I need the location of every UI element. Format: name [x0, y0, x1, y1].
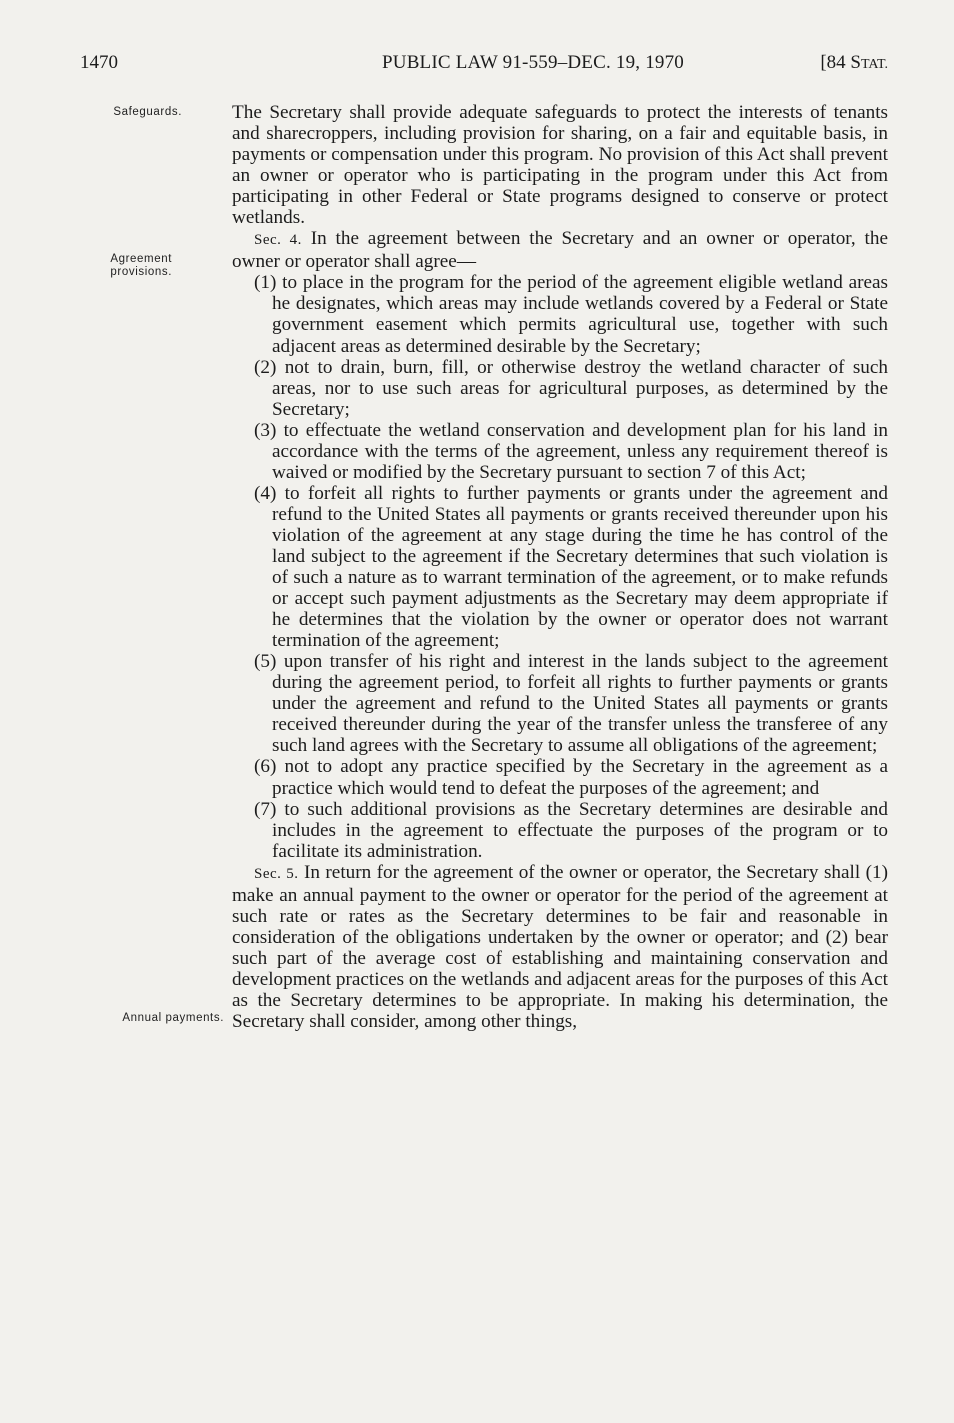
agreement-item-5: (5) upon transfer of his right and interest in the lands subject to the agreement during the agreement period, to forfeit all rights to further payments or grants under the agreement and refund to the United States all payments or grants received thereunder during the year of the transfer unless the transferee of any such land agrees with the Secretary to assume all obligations of the agreement;: [254, 651, 888, 757]
statute-citation-prefix: [84 S: [820, 52, 861, 73]
statute-citation-suffix: TAT.: [860, 57, 888, 72]
margin-note-annual-payments: Annual payments.: [122, 1012, 224, 1024]
statute-citation: [820, 52, 888, 74]
section-5-label: Sec. 5.: [254, 865, 299, 882]
agreement-item-1: (1) to place in the program for the period of the agreement eligible wetland areas he designates, which areas may include wetlands covered by a Federal or State government easement which permits agricultural use, together with such adjacent areas as determined desirable by the Secretary;: [254, 272, 888, 357]
agreement-item-6: (6) not to adopt any practice specified by the Secretary in the agreement as a practice which would tend to defeat the purposes of the agreement; and: [254, 756, 888, 799]
body-text: [232, 102, 888, 1032]
margin-note-safeguards: Safeguards.: [113, 106, 182, 118]
section-5-paragraph: [232, 862, 888, 1032]
running-header: [80, 52, 888, 78]
agreement-item-3: (3) to effectuate the wetland conservation and development plan for his land in accordance with the terms of the agreement, unless any requirement thereof is waived or modified by the Secretary pursuant to section 7 of this Act;: [254, 419, 888, 483]
header-title: PUBLIC LAW 91-559–DEC. 19, 1970: [382, 52, 684, 73]
section-4-paragraph: [232, 228, 888, 272]
agreement-item-2: (2) not to drain, burn, fill, or otherwise destroy the wetland character of such areas, nor to use such areas for agricultural purposes, as determined by the Secretary;: [254, 356, 888, 420]
section-5-text: In return for the agreement of the owner or operator, the Secretary shall (1) make an annual payment to the owner or operator for the period of the agreement at such rate or rates as the Secretary determines to be fair and reasonable in consideration of the obligations undertaken by the owner or operator; and (2) bear such part of the average cost of establishing and maintaining conservation and development practices on the wetlands and adjacent areas for the purposes of this Act as the Secretary determines to be appropriate. In making his determination, the Secretary shall consider, among other things,: [232, 861, 888, 1033]
margin-note-agreement-line1: Agreement: [110, 253, 172, 265]
page-number: 1470: [80, 52, 118, 73]
margin-note-agreement-provisions: [80, 253, 172, 279]
agreement-item-4: (4) to forfeit all rights to further payments or grants under the agreement and refund to the United States all payments or grants received thereunder upon his violation of the agreement at any stage during the time he has control of the land subject to the agreement if the Secretary determines that such violation is of such a nature as to warrant termination of the agreement, or to make refunds or accept such payment adjustments as the Secretary may deem appropriate if he determines that the violation by the owner or operator does not warrant termination of the agreement;: [254, 482, 888, 652]
safeguards-paragraph: The Secretary shall provide adequate safeguards to protect the interests of tenants and sharecroppers, including provision for sharing, on a fair and equitable basis, in payments or compensation under this program. No provision of this Act shall prevent an owner or operator who is participating in the program under this Act from participating in other Federal or State programs designed to conserve or protect wetlands.: [232, 102, 888, 229]
section-4-label: Sec. 4.: [254, 232, 302, 249]
agreement-item-7: (7) to such additional provisions as the Secretary determines are desirable and includes in the agreement to effectuate the purposes of the program or to facilitate its administration.: [254, 798, 888, 862]
margin-note-agreement-line2: provisions.: [110, 266, 172, 278]
section-4-text: In the agreement between the Secretary and an owner or operator, the owner or operator shall agree—: [232, 228, 888, 273]
